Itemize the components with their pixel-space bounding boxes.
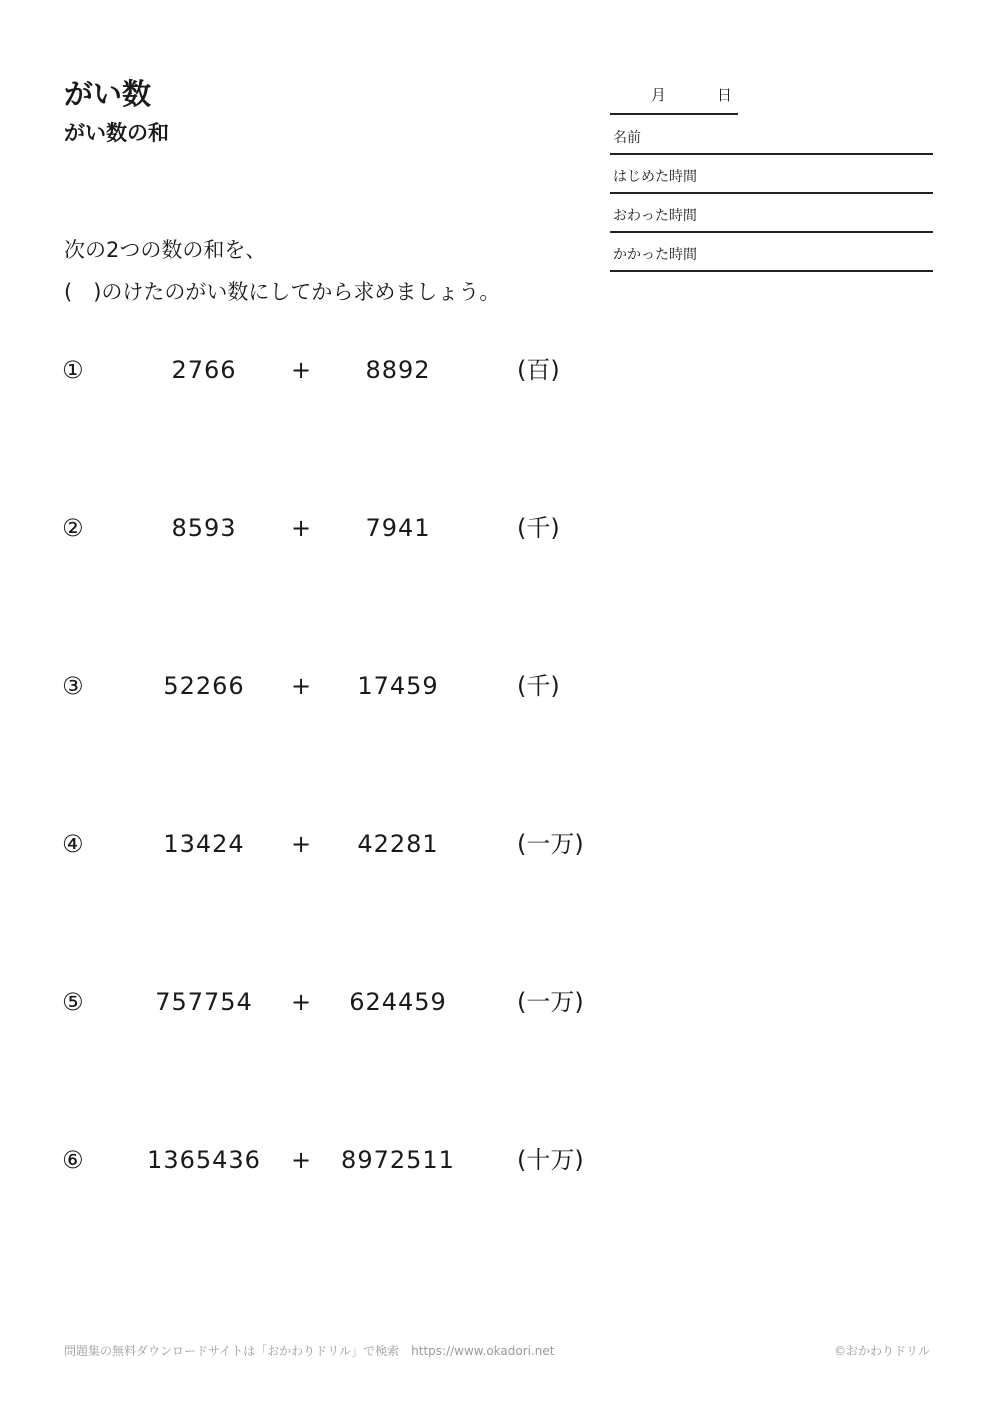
plus-sign: +	[290, 356, 312, 384]
problem-number: ②	[62, 514, 84, 542]
second-addend: 8972511	[341, 1146, 455, 1174]
plus-sign: +	[290, 514, 312, 542]
name-field	[610, 116, 933, 155]
plus-sign: +	[290, 988, 312, 1016]
start-time-label: はじめた時間	[613, 169, 697, 185]
rounding-place: (千)	[517, 514, 560, 542]
start-time-field	[610, 155, 933, 194]
elapsed-time-label: かかった時間	[613, 247, 697, 263]
problem-row	[0, 1140, 1000, 1180]
first-addend: 757754	[155, 988, 253, 1016]
month-label: 月	[651, 86, 667, 104]
name-label: 名前	[613, 130, 641, 146]
second-addend: 8892	[365, 356, 431, 384]
end-time-label: おわった時間	[613, 208, 697, 224]
first-addend: 52266	[163, 672, 245, 700]
plus-sign: +	[290, 672, 312, 700]
problem-row	[0, 666, 1000, 706]
worksheet-subtitle: がい数の和	[64, 121, 169, 145]
rounding-place: (一万)	[517, 830, 584, 858]
date-field	[610, 80, 738, 115]
first-addend: 13424	[163, 830, 245, 858]
first-addend: 1365436	[147, 1146, 261, 1174]
second-addend: 42281	[357, 830, 439, 858]
plus-sign: +	[290, 830, 312, 858]
second-addend: 17459	[357, 672, 439, 700]
rounding-place: (一万)	[517, 988, 584, 1016]
problem-number: ⑥	[62, 1146, 84, 1174]
day-label: 日	[717, 86, 733, 104]
problem-row	[0, 508, 1000, 548]
instruction-line-1: 次の2つの数の和を、	[64, 238, 267, 262]
footer-copyright: ©おかわりドリル	[833, 1344, 930, 1358]
second-addend: 624459	[349, 988, 447, 1016]
first-addend: 2766	[171, 356, 237, 384]
problem-number: ④	[62, 830, 84, 858]
problem-number: ①	[62, 356, 84, 384]
rounding-place: (千)	[517, 672, 560, 700]
problem-number: ⑤	[62, 988, 84, 1016]
rounding-place: (百)	[517, 356, 560, 384]
second-addend: 7941	[365, 514, 431, 542]
instruction-line-2: ( )のけたのがい数にしてから求めましょう。	[64, 280, 501, 304]
end-time-field	[610, 194, 933, 233]
problem-row	[0, 982, 1000, 1022]
footer-site-note: 問題集の無料ダウンロードサイトは「おかわりドリル」で検索 https://www.okadori.net	[64, 1344, 555, 1358]
first-addend: 8593	[171, 514, 237, 542]
rounding-place: (十万)	[517, 1146, 584, 1174]
problem-row	[0, 824, 1000, 864]
elapsed-time-field	[610, 233, 933, 272]
problem-number: ③	[62, 672, 84, 700]
plus-sign: +	[290, 1146, 312, 1174]
worksheet-title: がい数	[64, 77, 152, 111]
problem-row	[0, 350, 1000, 390]
